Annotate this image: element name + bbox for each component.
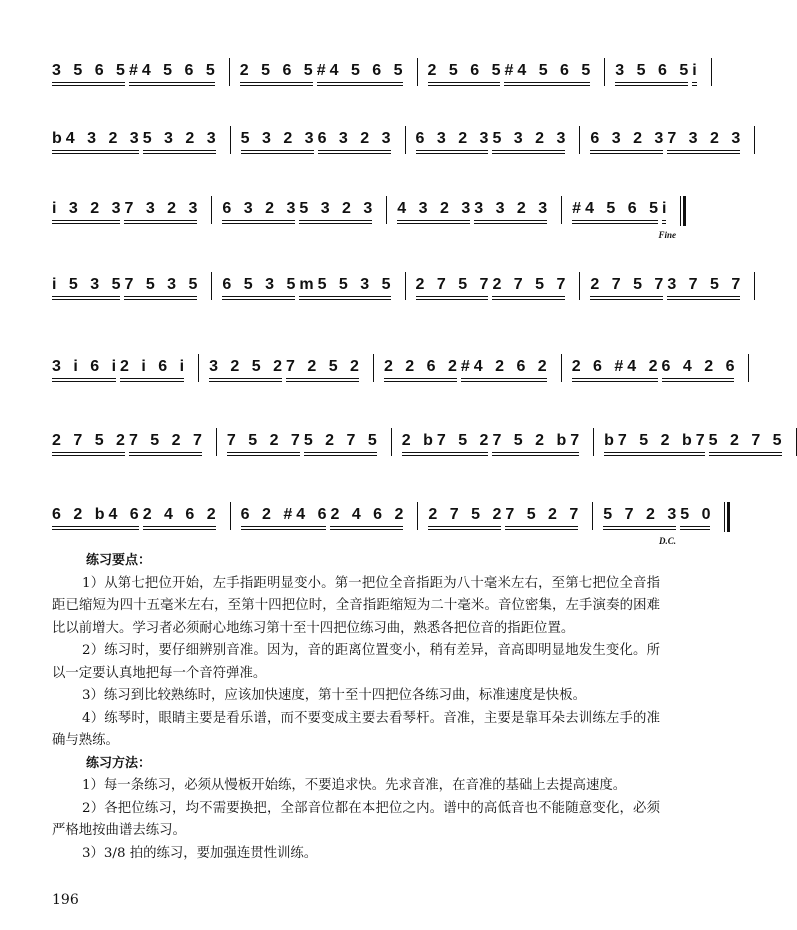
note-group: #4 5 6 5 xyxy=(317,62,407,86)
measure xyxy=(199,358,373,382)
measure xyxy=(230,62,417,86)
note-group: i 3 2 3 xyxy=(52,200,124,224)
note-group: 5 3 2 3 xyxy=(492,130,569,154)
note-group: #4 5 6 5 xyxy=(129,62,219,86)
note-group: b7 5 2 b7 xyxy=(604,432,708,456)
note-group: 2 7 5 2 xyxy=(428,506,505,530)
note-group: #4 5 6 5 xyxy=(572,200,662,224)
measure xyxy=(406,276,580,300)
note-group: 7 3 2 3 xyxy=(124,200,201,224)
note-group: 6 3 2 3 xyxy=(222,200,299,224)
note-group: 2 i 6 i xyxy=(120,358,188,382)
dc-mark: D.C. xyxy=(658,536,676,546)
note-group: 5 2 7 5 xyxy=(709,432,786,456)
measure xyxy=(387,200,561,224)
note-group: 6 4 2 6 xyxy=(662,358,739,382)
note-group: 7 5 2 7 xyxy=(227,432,304,456)
measure xyxy=(52,62,229,86)
measure xyxy=(605,62,710,86)
measure xyxy=(562,200,680,224)
note-group: 5 3 2 3 xyxy=(241,130,318,154)
note-group: 5 3 2 3 xyxy=(299,200,376,224)
practice-notes xyxy=(52,550,660,865)
paragraph: 3）3/8 拍的练习，要加强连贯性训练。 xyxy=(82,845,318,861)
measure xyxy=(52,200,211,224)
note-group: 2 2 6 2 xyxy=(384,358,461,382)
paragraph: 1）每一条练习，必须从慢板开始练，不要追求快。先求音准，在音准的基础上去提高速度。 xyxy=(82,778,627,793)
measure xyxy=(212,200,386,224)
note-group: 6 5 3 5 xyxy=(222,276,299,300)
note-group: 5 2 7 5 xyxy=(304,432,381,456)
note-group: 4 3 2 3 xyxy=(397,200,474,224)
note-group: 3 5 6 5 xyxy=(52,62,129,86)
measure xyxy=(231,130,405,154)
note-group: 6 2 #4 6 xyxy=(241,506,331,530)
note-group: m5 5 3 5 xyxy=(299,276,394,300)
paragraph: 4）练琴时，眼睛主要是看乐谱，而不要变成主要去看琴杆。音准，主要是靠耳朵去训练左手的准确与熟练。 xyxy=(52,710,660,748)
score-row xyxy=(52,506,715,556)
measure xyxy=(562,358,749,382)
barline xyxy=(754,126,755,154)
measure xyxy=(52,506,230,530)
section-heading: 练习方法： xyxy=(86,755,152,771)
measure xyxy=(52,358,198,382)
paragraph: 3）练习到比较熟练时，应该加快速度，第十至十四把位各练习曲，标准速度是快板。 xyxy=(82,688,586,703)
measure xyxy=(593,506,724,530)
barline xyxy=(748,354,749,382)
note-group: 2 7 5 7 xyxy=(416,276,493,300)
note-group: #4 2 6 2 xyxy=(461,358,551,382)
note-group: 2 5 6 5 xyxy=(428,62,505,86)
measure xyxy=(580,130,754,154)
note-group: 7 5 2 7 xyxy=(505,506,582,530)
measure xyxy=(52,432,216,456)
score-row xyxy=(52,200,676,250)
note-group: 2 5 6 5 xyxy=(240,62,317,86)
measure xyxy=(406,130,580,154)
note-group: 2 4 6 2 xyxy=(330,506,407,530)
note-group: 2 6 #4 2 xyxy=(572,358,662,382)
paragraph: 2）各把位练习，均不需要换把，全部音位都在本把位之内。谱中的高低音也不能随意变化，必须严格地按曲谱去练习。 xyxy=(52,800,660,838)
note-group: 6 2 b4 6 xyxy=(52,506,143,530)
measure xyxy=(374,358,561,382)
note-group: i xyxy=(692,62,700,86)
measure xyxy=(52,130,230,154)
score-row xyxy=(52,358,739,408)
note-group: i xyxy=(662,200,670,224)
note-group: 2 7 5 7 xyxy=(492,276,569,300)
note-group: 7 5 2 7 xyxy=(129,432,206,456)
note-group: 3 7 5 7 xyxy=(667,276,744,300)
barline xyxy=(711,58,712,86)
final-double-barline xyxy=(724,502,730,532)
note-group: 3 2 5 2 xyxy=(209,358,286,382)
page-number: 196 xyxy=(52,892,79,908)
note-group: 2 4 6 2 xyxy=(143,506,220,530)
score-row xyxy=(52,432,786,482)
score-row xyxy=(52,62,701,112)
note-group: 3 5 6 5 xyxy=(615,62,692,86)
note-group: 2 7 5 7 xyxy=(590,276,667,300)
note-group: 2 b7 5 2 xyxy=(402,432,493,456)
measure xyxy=(212,276,404,300)
note-group: 7 5 3 5 xyxy=(124,276,201,300)
score-row xyxy=(52,130,745,180)
measure xyxy=(231,506,418,530)
section-heading: 练习要点： xyxy=(86,553,152,568)
note-group: 6 3 2 3 xyxy=(318,130,395,154)
note-group: #4 5 6 5 xyxy=(504,62,594,86)
measure xyxy=(217,432,391,456)
note-group: 3 i 6 i xyxy=(52,358,120,382)
measure xyxy=(580,276,754,300)
note-group: 7 3 2 3 xyxy=(667,130,744,154)
final-double-barline xyxy=(680,196,686,226)
barline xyxy=(796,428,797,456)
note-group: 2 7 5 2 xyxy=(52,432,129,456)
note-group: 5 0 xyxy=(680,506,714,530)
paragraph: 1）从第七把位开始，左手指距明显变小。第一把位全音指距为八十毫米左右，至第七把位全音指距已缩短为四十五毫米左右，至第十四把位时，全音指距缩短为二十毫米。音位密集，左手演奏的困难比以前增大。学习者必须耐心地练习第十至十四把位练习曲，熟悉各把位音的指距位置。 xyxy=(52,575,660,636)
score-row xyxy=(52,276,745,326)
note-group: 7 2 5 2 xyxy=(286,358,363,382)
note-group: 5 3 2 3 xyxy=(143,130,220,154)
measure xyxy=(52,276,211,300)
measure xyxy=(594,432,795,456)
measure xyxy=(392,432,593,456)
note-group: 3 3 2 3 xyxy=(474,200,551,224)
measure xyxy=(418,62,605,86)
note-group: 6 3 2 3 xyxy=(590,130,667,154)
barline xyxy=(754,272,755,300)
paragraph: 2）练习时，要仔细辨别音准。因为，音的距离位置变小，稍有差异，音高即明显地发生变化。所以一定要认真地把每一个音符弹准。 xyxy=(52,643,660,681)
note-group: 5 7 2 3 xyxy=(603,506,680,530)
measure xyxy=(418,506,592,530)
note-group: 7 5 2 b7 xyxy=(492,432,583,456)
note-group: b4 3 2 3 xyxy=(52,130,143,154)
note-group: 6 3 2 3 xyxy=(416,130,493,154)
fine-mark: Fine xyxy=(658,230,676,240)
note-group: i 5 3 5 xyxy=(52,276,124,300)
